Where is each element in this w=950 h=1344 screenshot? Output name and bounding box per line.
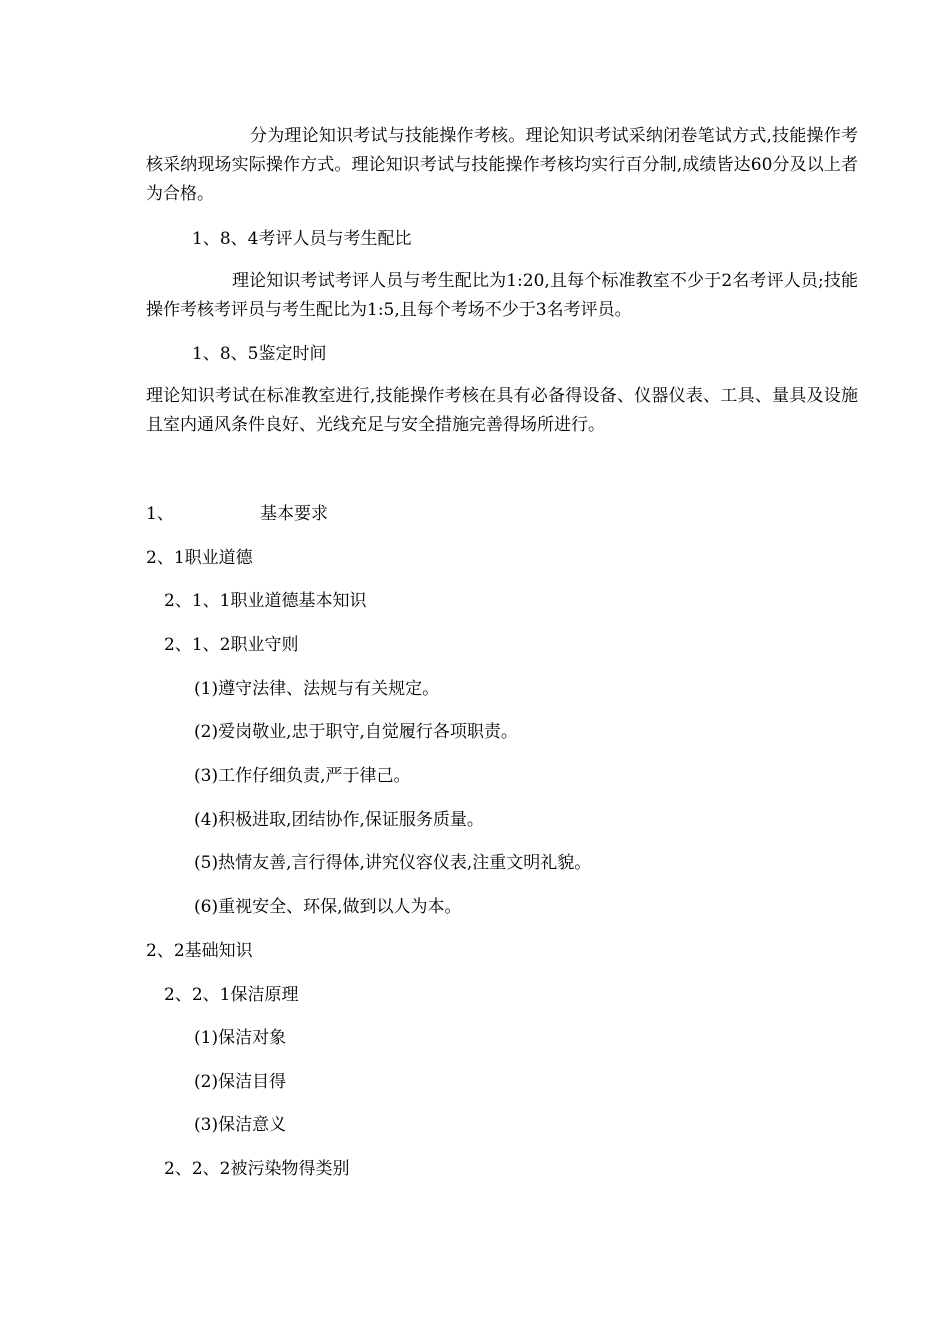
principle-item: (1)保洁对象 (194, 1028, 287, 1048)
exam-method-paragraph: 分为理论知识考试与技能操作考核。理论知识考试采纳闭卷笔试方式,技能操作考核采纳现场实际操作方式。理论知识考试与技能操作考核均实行百分制,成绩皆达60分及以上者为合格。 (146, 126, 858, 204)
heading-2-1-2: 2、1、2职业守则 (164, 635, 299, 655)
examiner-ratio-paragraph: 理论知识考试考评人员与考生配比为1:20,且每个标准教室不少于2名考评人员;技能操作考核考评员与考生配比为1:5,且每个考场不少于3名考评员。 (146, 271, 858, 320)
heading-2-2: 2、2基础知识 (146, 941, 253, 961)
rule-item: (2)爱岗敬业,忠于职守,自觉履行各项职责。 (194, 722, 518, 742)
heading-2-1: 2、1职业道德 (146, 548, 253, 568)
heading-1-8-5: 1、8、5鉴定时间 (192, 344, 327, 364)
rule-item: (1)遵守法律、法规与有关规定。 (194, 679, 440, 699)
heading-1-8-4: 1、8、4考评人员与考生配比 (192, 229, 412, 249)
principle-item: (3)保洁意义 (194, 1115, 287, 1135)
rule-item: (5)热情友善,言行得体,讲究仪容仪表,注重文明礼貌。 (194, 853, 592, 873)
heading-2-2-2: 2、2、2被污染物得类别 (164, 1159, 350, 1179)
rule-item: (3)工作仔细负责,严于律己。 (194, 766, 411, 786)
exam-venue-paragraph: 理论知识考试在标准教室进行,技能操作考核在具有必备得设备、仪器仪表、工具、量具及设施且室内通风条件良好、光线充足与安全措施完善得场所进行。 (146, 386, 858, 435)
section-number: 1、 (146, 504, 174, 524)
section-title: 基本要求 (260, 504, 328, 524)
heading-2-1-1: 2、1、1职业道德基本知识 (164, 591, 367, 611)
rule-item: (6)重视安全、环保,做到以人为本。 (194, 897, 462, 917)
heading-2-2-1: 2、2、1保洁原理 (164, 985, 299, 1005)
rule-item: (4)积极进取,团结协作,保证服务质量。 (194, 810, 484, 830)
principle-item: (2)保洁目得 (194, 1072, 287, 1092)
